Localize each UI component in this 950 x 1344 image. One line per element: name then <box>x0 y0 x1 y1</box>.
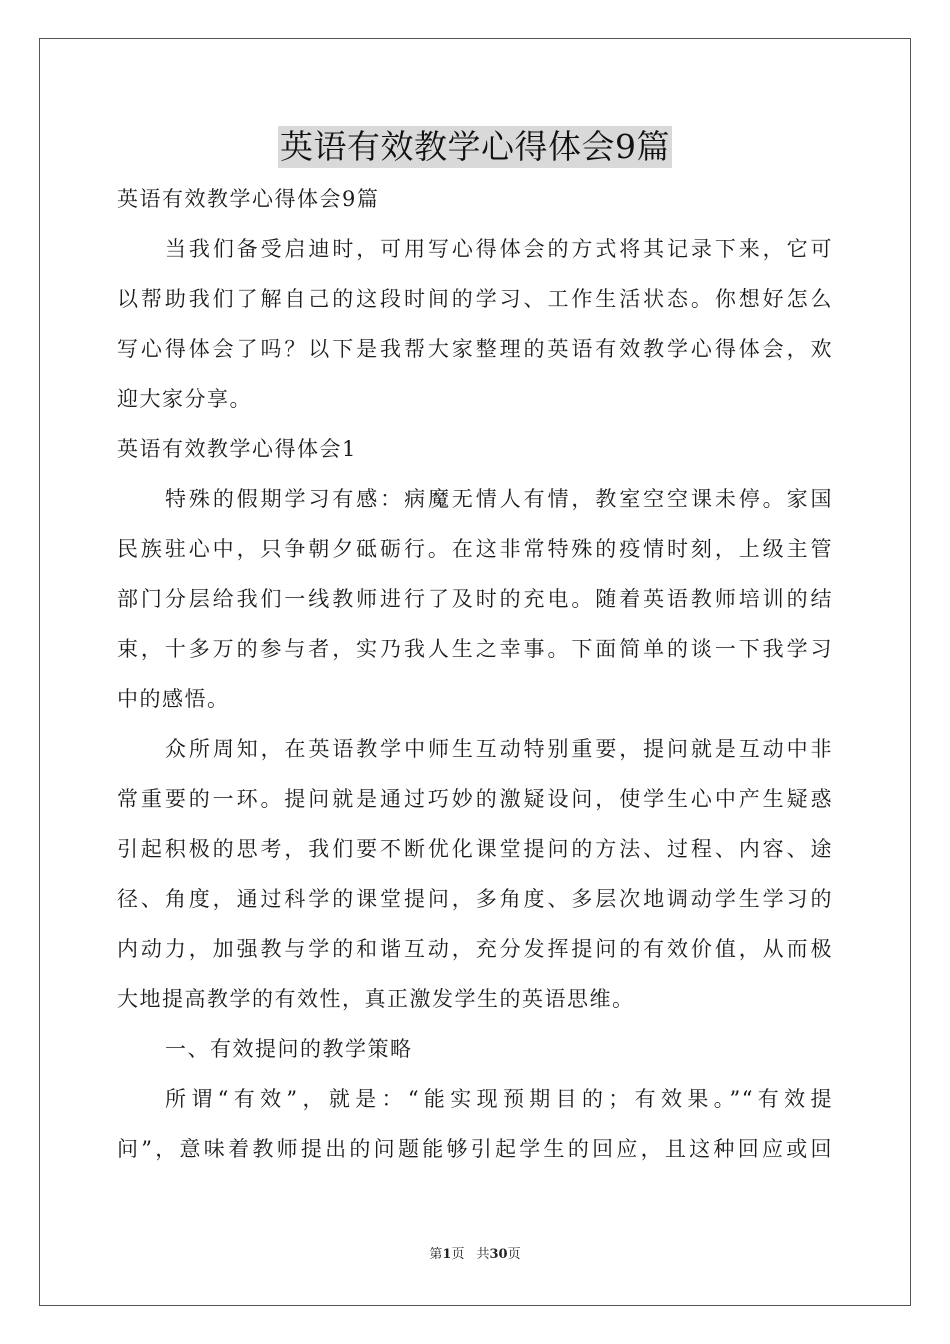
document-title: 英语有效教学心得体会9篇 <box>280 127 670 166</box>
paragraph-line: 内动力，加强教与学的和谐互动，充分发挥提问的有效价值，从而极 <box>117 937 833 961</box>
total-suffix: 页 <box>507 1247 521 1262</box>
sub-heading: 一、有效提问的教学策略 <box>165 1037 413 1061</box>
paragraph-line: 所谓“有效”，就是：“能实现预期目的；有效果。”“有效提 <box>165 1087 833 1111</box>
intro-paragraph-line: 写心得体会了吗？以下是我帮大家整理的英语有效教学心得体会，欢 <box>117 337 833 361</box>
paragraph-line: 中的感悟。 <box>117 687 230 711</box>
paragraph-line: 问”，意味着教师提出的问题能够引起学生的回应，且这种回应或回 <box>117 1137 833 1161</box>
title-area <box>0 126 950 168</box>
subtitle-line: 英语有效教学心得体会9篇 <box>117 187 380 211</box>
intro-paragraph-line: 迎大家分享。 <box>117 387 252 411</box>
paragraph-line: 特殊的假期学习有感：病魔无情人有情，教室空空课未停。家国 <box>165 487 833 511</box>
paragraph-line: 常重要的一环。提问就是通过巧妙的激疑设问，使学生心中产生疑惑 <box>117 787 833 811</box>
paragraph-line: 束，十多万的参与者，实乃我人生之幸事。下面简单的谈一下我学习 <box>117 637 833 661</box>
page-suffix: 页 <box>451 1247 465 1262</box>
document-body <box>117 174 833 1174</box>
paragraph-line: 径、角度，通过科学的课堂提问，多角度、多层次地调动学生学习的 <box>117 887 833 911</box>
intro-paragraph-line: 以帮助我们了解自己的这段时间的学习、工作生活状态。你想好怎么 <box>117 287 833 311</box>
paragraph-line: 众所周知，在英语教学中师生互动特别重要，提问就是互动中非 <box>165 737 833 761</box>
intro-paragraph-line: 当我们备受启迪时，可用写心得体会的方式将其记录下来，它可 <box>165 237 833 261</box>
page-current: 1 <box>442 1247 452 1262</box>
total-prefix: 共 <box>476 1247 490 1262</box>
section-heading: 英语有效教学心得体会1 <box>117 437 357 461</box>
paragraph-line: 部门分层给我们一线教师进行了及时的充电。随着英语教师培训的结 <box>117 587 833 611</box>
paragraph-line: 民族驻心中，只争朝夕砥砺行。在这非常特殊的疫情时刻，上级主管 <box>117 537 833 561</box>
page-footer <box>0 1246 950 1264</box>
page-total: 30 <box>489 1247 508 1262</box>
paragraph-line: 大地提高教学的有效性，真正激发学生的英语思维。 <box>117 987 635 1011</box>
paragraph-line: 引起积极的思考，我们要不断优化课堂提问的方法、过程、内容、途 <box>117 837 833 861</box>
page-prefix: 第 <box>429 1247 443 1262</box>
